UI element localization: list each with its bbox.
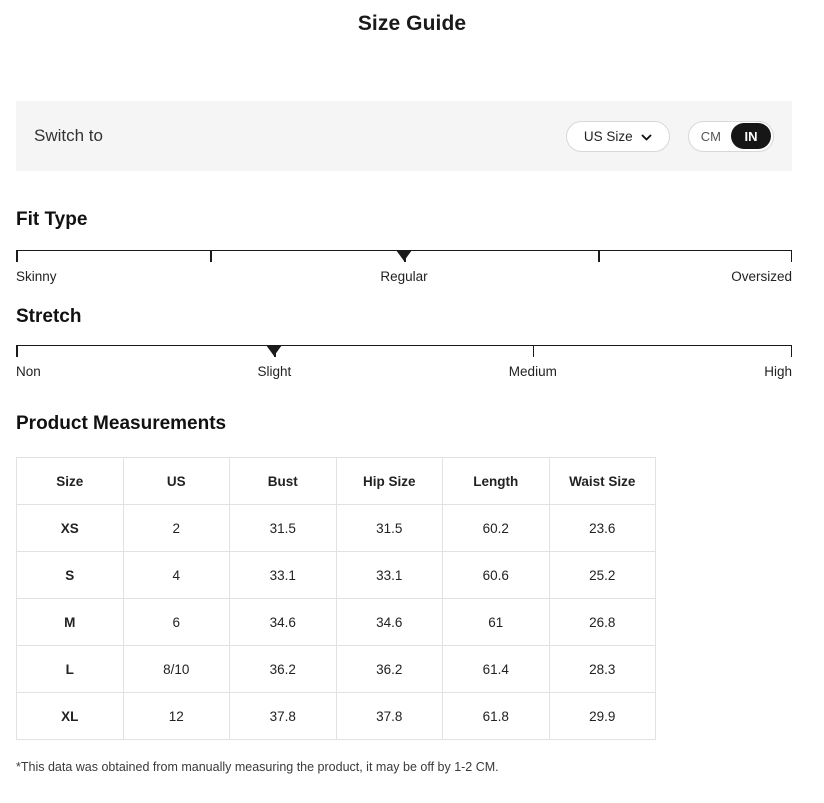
unit-option-in[interactable]: IN [731, 123, 771, 149]
table-cell: 6 [123, 599, 230, 646]
table-cell: 61.4 [443, 646, 550, 693]
table-cell: 61.8 [443, 693, 550, 740]
fit-type-tick [210, 251, 212, 262]
table-cell: 60.6 [443, 552, 550, 599]
table-column-header: Waist Size [549, 458, 656, 505]
fit-type-scale[interactable] [16, 250, 792, 289]
stretch-tick [533, 346, 535, 357]
table-cell: 31.5 [336, 505, 443, 552]
table-body [17, 505, 656, 740]
page-title: Size Guide [357, 12, 467, 35]
table-cell: 34.6 [336, 599, 443, 646]
fit-type-scale-line [16, 250, 792, 262]
stretch-tick [791, 346, 793, 357]
table-cell-size: XS [17, 505, 124, 552]
table-cell-size: L [17, 646, 124, 693]
table-column-header: Bust [230, 458, 337, 505]
table-column-header: US [123, 458, 230, 505]
unit-switch-bar [16, 101, 792, 171]
table-row [17, 599, 656, 646]
table-cell: 36.2 [336, 646, 443, 693]
table-header-row [17, 458, 656, 505]
table-cell-size: S [17, 552, 124, 599]
stretch-label: High [764, 364, 792, 379]
stretch-label: Non [16, 364, 41, 379]
switch-controls [566, 121, 774, 152]
stretch-label: Medium [508, 364, 557, 379]
table-column-header: Hip Size [336, 458, 443, 505]
measurements-table-wrap [16, 457, 656, 740]
table-cell: 61 [443, 599, 550, 646]
measurements-table [16, 457, 656, 740]
size-system-select[interactable] [566, 121, 670, 152]
measurement-footnote: *This data was obtained from manually measuring the product, it may be off by 1-2 CM. [16, 760, 499, 774]
stretch-label: Slight [257, 364, 292, 379]
table-cell: 33.1 [336, 552, 443, 599]
table-cell: 12 [123, 693, 230, 740]
table-cell: 34.6 [230, 599, 337, 646]
table-cell: 36.2 [230, 646, 337, 693]
stretch-marker [266, 345, 282, 356]
stretch-heading: Stretch [16, 306, 82, 327]
table-cell: 60.2 [443, 505, 550, 552]
table-column-header: Length [443, 458, 550, 505]
fit-type-label: Skinny [16, 269, 57, 284]
stretch-scale-line [16, 345, 792, 357]
fit-type-heading: Fit Type [16, 209, 88, 230]
table-row [17, 505, 656, 552]
table-cell: 33.1 [230, 552, 337, 599]
fit-type-label: Oversized [731, 269, 792, 284]
unit-toggle[interactable] [688, 121, 774, 152]
fit-type-tick [16, 251, 18, 262]
fit-type-tick [791, 251, 793, 262]
table-cell: 2 [123, 505, 230, 552]
table-cell: 37.8 [336, 693, 443, 740]
fit-type-label: Regular [380, 269, 428, 284]
stretch-tick [16, 346, 18, 357]
switch-to-label: Switch to [34, 126, 103, 145]
fit-type-marker [396, 250, 412, 261]
table-head [17, 458, 656, 505]
table-cell-size: XL [17, 693, 124, 740]
table-cell: 31.5 [230, 505, 337, 552]
table-column-header: Size [17, 458, 124, 505]
stretch-scale[interactable] [16, 345, 792, 384]
table-row [17, 646, 656, 693]
table-cell-size: M [17, 599, 124, 646]
table-cell: 25.2 [549, 552, 656, 599]
unit-option-cm[interactable]: CM [700, 128, 721, 144]
chevron-down-icon [641, 131, 652, 142]
fit-type-scale-labels [16, 269, 792, 289]
table-cell: 4 [123, 552, 230, 599]
table-row [17, 552, 656, 599]
fit-type-tick [598, 251, 600, 262]
table-cell: 28.3 [549, 646, 656, 693]
table-cell: 37.8 [230, 693, 337, 740]
table-cell: 8/10 [123, 646, 230, 693]
table-row [17, 693, 656, 740]
table-cell: 23.6 [549, 505, 656, 552]
measurements-heading: Product Measurements [16, 413, 227, 434]
table-cell: 26.8 [549, 599, 656, 646]
table-cell: 29.9 [549, 693, 656, 740]
stretch-scale-labels [16, 364, 792, 384]
size-system-value: US Size [583, 128, 633, 144]
